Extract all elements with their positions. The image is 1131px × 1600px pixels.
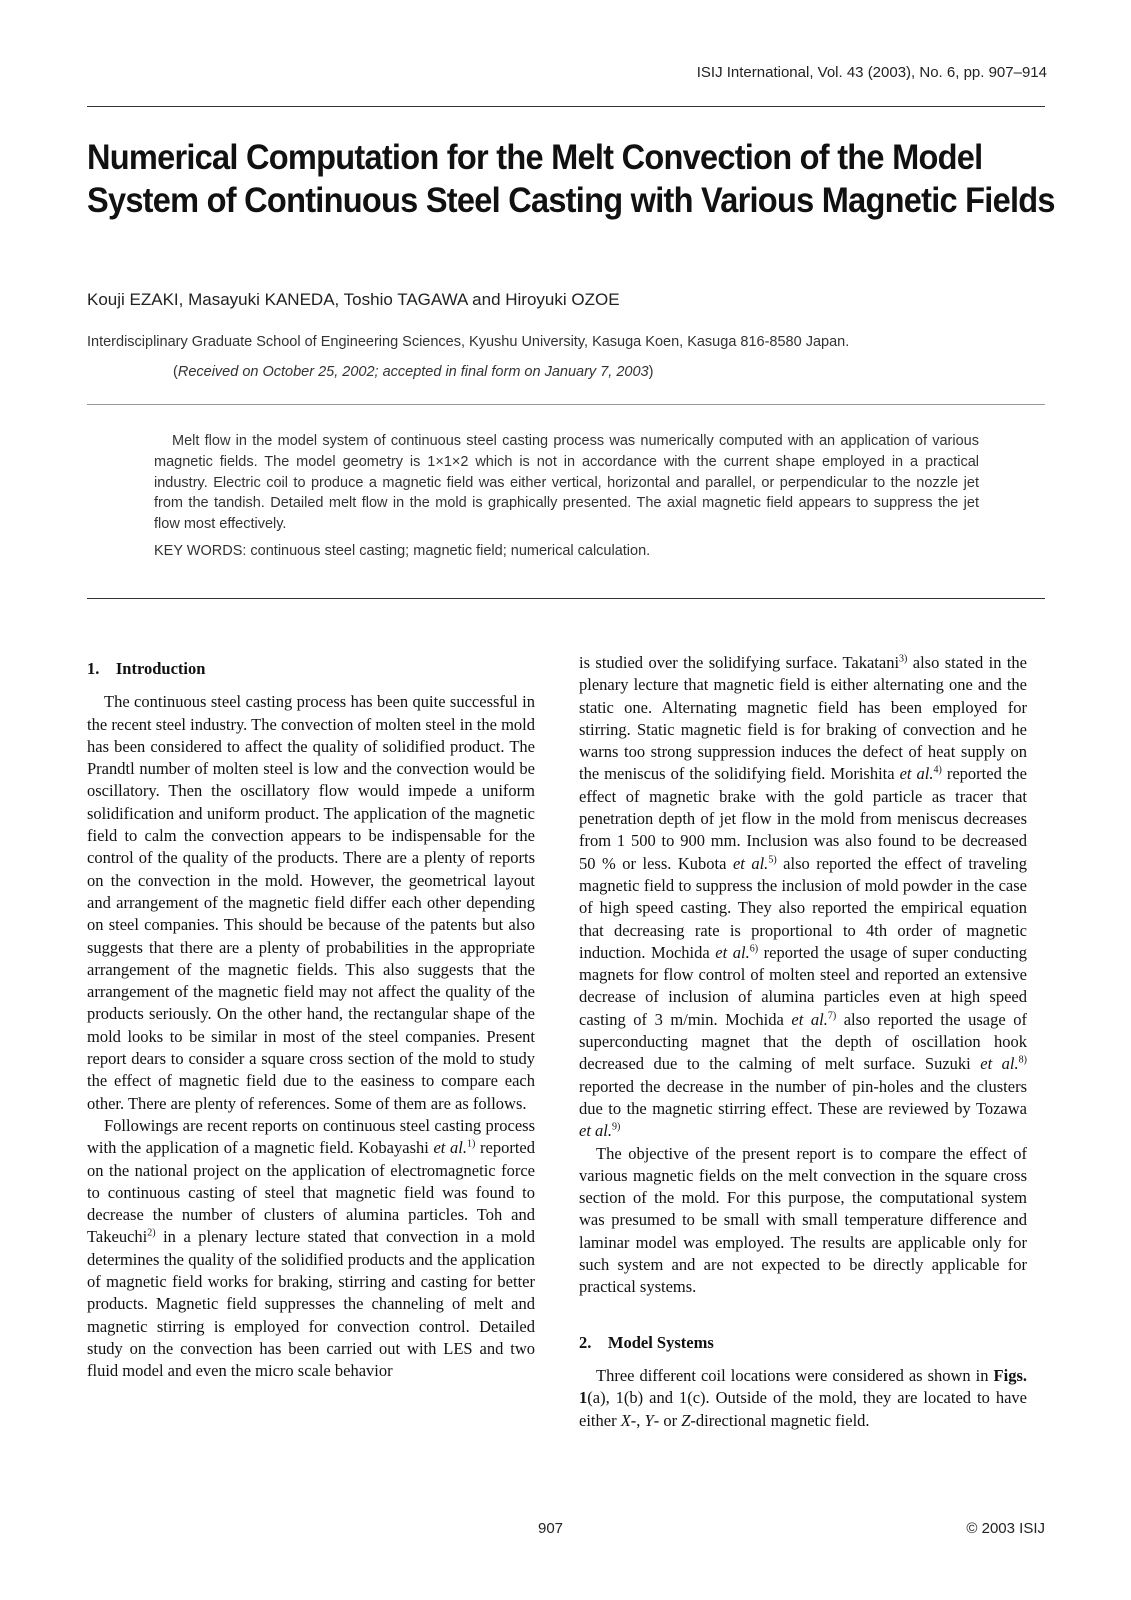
citation-2: 2): [147, 1227, 156, 1239]
received-dates: (Received on October 25, 2002; accepted in final form on January 7, 2003): [173, 364, 654, 380]
received-text: Received on October 25, 2002; accepted in final form on January 7, 2003: [177, 364, 649, 380]
citation-3: 3): [899, 653, 908, 665]
citation-1: 1): [467, 1138, 476, 1150]
title-line-1: Numerical Computation for the Melt Convection of the Model: [87, 138, 983, 177]
left-column: [87, 652, 535, 1383]
section-heading-model-systems: 2. Model Systems: [579, 1332, 714, 1352]
citation-8: 8): [1018, 1054, 1027, 1066]
citation-7: 7): [827, 1010, 837, 1022]
abstract-top-rule: [87, 404, 1045, 405]
citation-4: 4): [933, 764, 942, 776]
affiliation: Interdisciplinary Graduate School of Engineering Sciences, Kyushu University, Kasuga Koen, Kasuga 816-8580 Japan.: [87, 334, 850, 350]
right-column: [579, 652, 1027, 1432]
intro-paragraph-3: The objective of the present report is to compare the effect of various magnetic fields on the melt convection in the square cross section of the mold. For this purpose, the computational system was presumed to be small with small temperature difference and laminar model was employed. The results are applicable only for such system and are not expected to be directly applicable for practical systems.: [579, 1143, 1027, 1297]
abstract: Melt flow in the model system of continuous steel casting process was numerically computed with an application of various magnetic fields. The model geometry is 1×1×2 which is not in accordance with the current shape employed in a practical industry. Electric coil to produce a magnetic field was either vertical, horizontal and parallel, or perpendicular to the nozzle jet from the tandish. Detailed melt flow in the mold is graphically presented. The axial magnetic field appears to suppress the jet flow most effectively.: [154, 433, 979, 533]
model-paragraph-1: Three different coil locations were considered as shown in Figs. 1(a), 1(b) and 1(c). Outside of the mold, they are located to have either X-, Y- or Z-directional magnetic field.: [579, 1365, 1027, 1430]
citation-5: 5): [768, 854, 777, 866]
intro-paragraph-2-continued: is studied over the solidifying surface. Takatani$^{3)}$ also stated in the plenary lecture that magnetic field is either alternating one and the static one. Alternating magnetic field has been employed for stirring. Static magnetic field is for braking of convection and he warns too strong suppression induces the defect of heat supply on the meniscus of the solidifying field. Morishita et al.$^{4)}$ reported the effect of magnetic brake with the gold particle as tracer that penetration depth of jet flow in the mold from meniscus decreases from 1 500 to 900 mm. Inclusion was also found to be decreased 50 % or less. Kubota et al.$^{5)}$ also reported the effect of traveling magnetic field to suppress the inclusion of mold powder in the case of high speed casting. They also reported the empirical equation that decreasing rate is proportional to 4th order of magnetic induction. Mochida et al.$^{6)}$ reported the usage of super conducting magnets for flow control of molten steel and reported an extensive decrease of inclusion of alumina particles even at high speed casting of 3 m/min. Mochida et al.$^{7)}$ also reported the usage of superconducting magnet that the depth of oscillation hook decreased due to the calming of melt surface. Suzuki et al.$^{8)}$ reported the decrease in the number of pin-holes and the clusters due to the magnetic stirring effect. These are reviewed by Tozawa et al.$^{9)}$: [579, 653, 1028, 1141]
paper-title: [87, 136, 1055, 222]
intro-paragraph-1: The continuous steel casting process has been quite successful in the recent steel industry. The convection of molten steel in the mold has been considered to affect the quality of solidified product. The Prandtl number of molten steel is low and the convection would be oscillatory. Then the oscillatory flow would impede a uniform solidification and uniform product. The application of the magnetic field to calm the convection appears to be indispensable for the control of the quality of the products. There are a plenty of reports on the convection in the mold. However, the geometrical layout and arrangement of the magnetic field differ each other depending on steel companies. This should be because of the patents but also suggests that there are a plenty of probabilities in the appropriate arrangement of the magnetic fields. This also suggests that the arrangement of the magnetic field may not affect the quality of the products seriously. On the other hand, the rectangular shape of the mold looks to be similar in most of the steel companies. Present report dears to consider a square cross section of the mold to study the effect of magnetic field due to the easiness to compare each other. There are plenty of references. Some of them are as follows.: [87, 692, 535, 1113]
header-rule: [87, 106, 1045, 107]
copyright: © 2003 ISIJ: [966, 1520, 1045, 1537]
page-number: 907: [538, 1520, 564, 1537]
authors: Kouji EZAKI, Masayuki KANEDA, Toshio TAGAWA and Hiroyuki OZOE: [87, 290, 620, 309]
intro-paragraph-2: Followings are recent reports on continuous steel casting process with the application of a magnetic field. Kobayashi et al.$^{1)}$ reported on the national project on the application of electromagnetic force to continuous casting of steel that magnetic field was found to decrease the number of clusters of alumina particles. Toh and Takeuchi$^{2)}$ in a plenary lecture stated that convection in a mold determines the quality of the solidified products and the application of magnetic field works for braking, stirring and casting for better products. Magnetic field suppresses the channeling of melt and magnetic stirring is employed for convection control. Detailed study on the convection has been carried out with LES and two fluid model and even the micro scale behavior: [87, 1115, 535, 1381]
citation-6: 6): [749, 943, 759, 955]
keywords: KEY WORDS: continuous steel casting; magnetic field; numerical calculation.: [154, 543, 651, 559]
abstract-bottom-rule: [87, 598, 1045, 599]
title-line-2: System of Continuous Steel Casting with Various Magnetic Fields: [87, 181, 1055, 220]
section-heading-introduction: 1. Introduction: [87, 659, 206, 678]
citation-9: 9): [612, 1121, 621, 1133]
running-head: ISIJ International, Vol. 43 (2003), No. 6, pp. 907–914: [696, 64, 1047, 81]
